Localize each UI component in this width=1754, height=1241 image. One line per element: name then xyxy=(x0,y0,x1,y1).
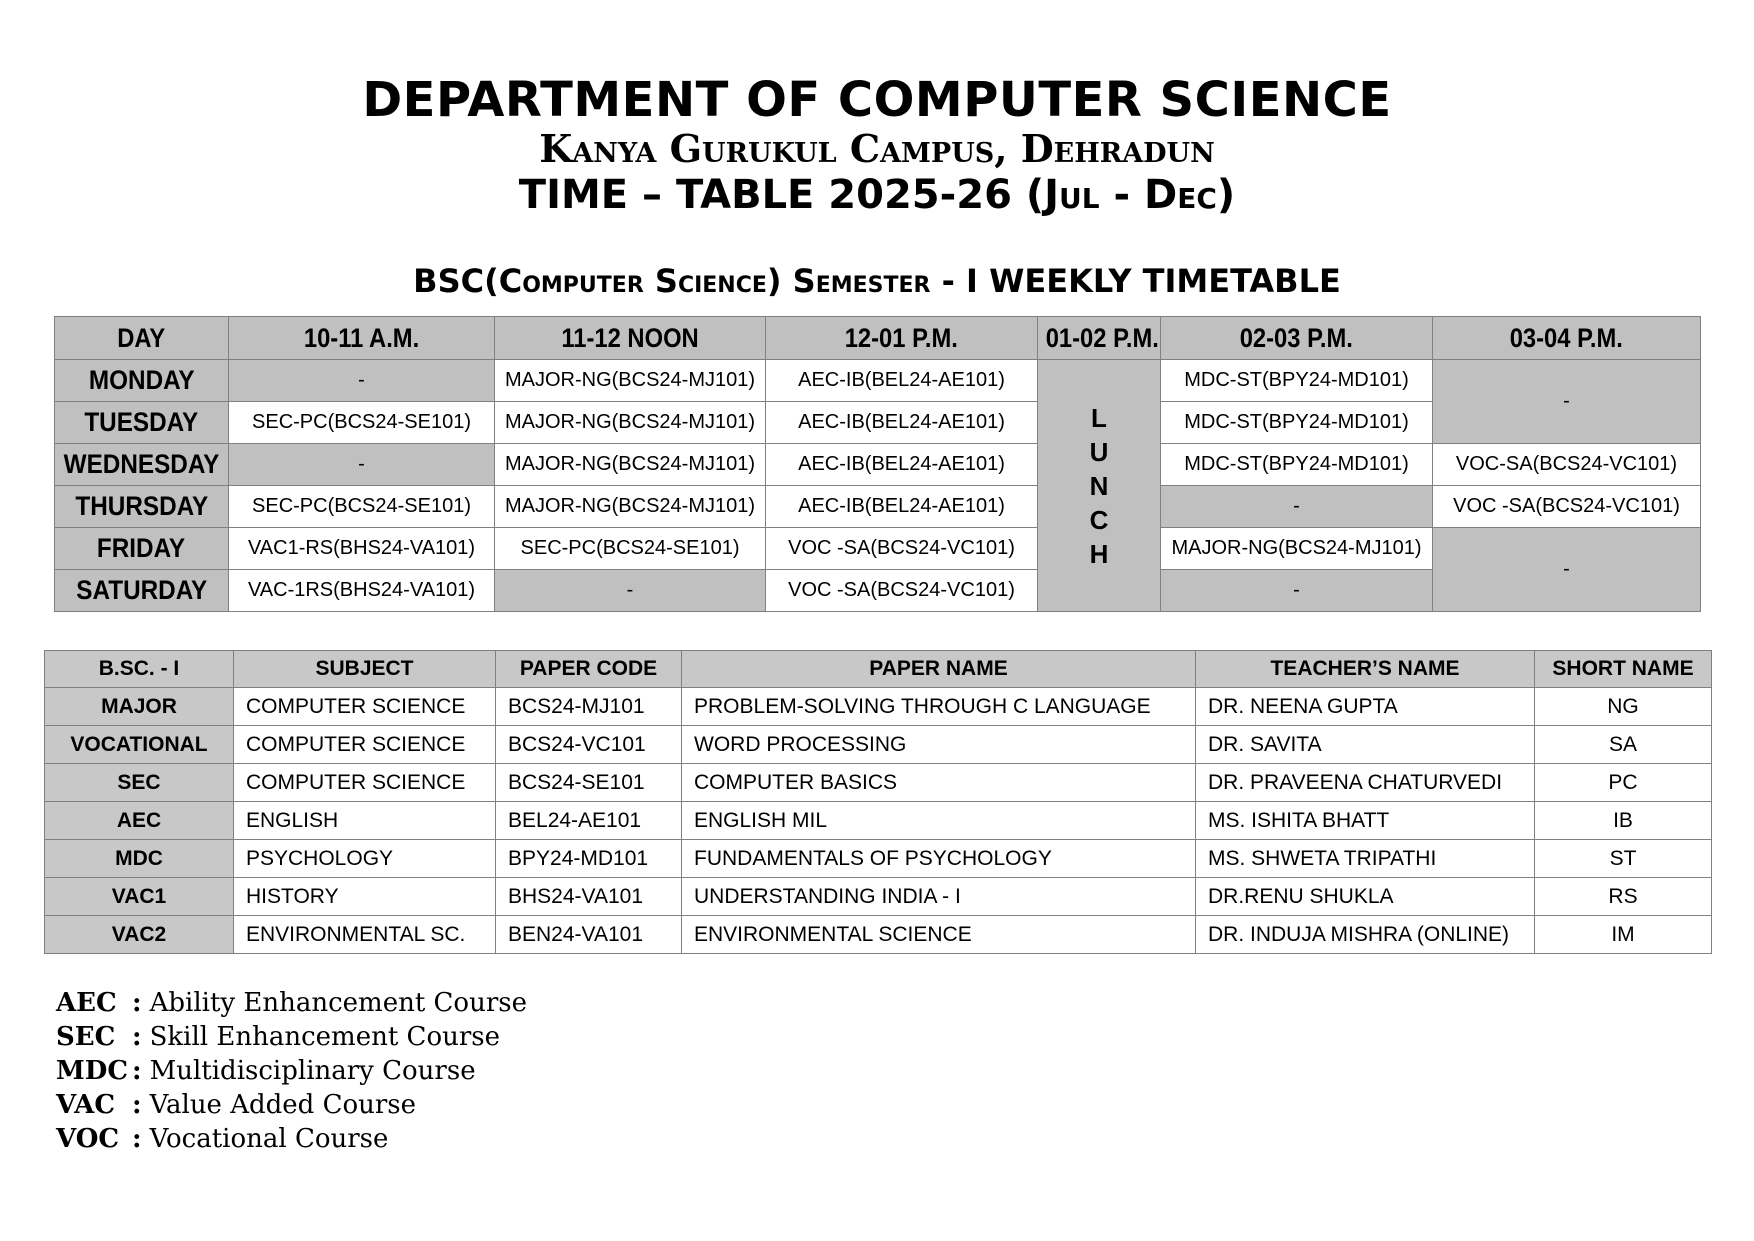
timetable-cell: VAC1-RS(BHS24-VA101) xyxy=(229,528,495,570)
legend-item xyxy=(56,1054,527,1088)
timetable-cell: - xyxy=(495,570,766,612)
timetable-cell: SEC-PC(BCS24-SE101) xyxy=(495,528,766,570)
legend-colon: : xyxy=(132,1090,142,1120)
legend-abbr: VAC xyxy=(56,1090,116,1120)
course-type: VOCATIONAL xyxy=(45,726,234,764)
legend-text: Ability Enhancement Course xyxy=(149,988,527,1018)
legend-text: Vocational Course xyxy=(149,1124,389,1154)
weekly-row-monday xyxy=(55,360,1701,402)
teacher-name: DR. NEENA GUPTA xyxy=(1196,688,1535,726)
subject: COMPUTER SCIENCE xyxy=(234,764,496,802)
timetable-cell: AEC-IB(BEL24-AE101) xyxy=(766,444,1038,486)
header-slot-2: 11-12 NOON xyxy=(495,317,766,360)
legend-item xyxy=(56,986,527,1020)
paper-code: BHS24-VA101 xyxy=(496,878,682,916)
timetable-cell: MAJOR-NG(BCS24-MJ101) xyxy=(495,402,766,444)
timetable-cell: MAJOR-NG(BCS24-MJ101) xyxy=(1161,528,1433,570)
course-details-table xyxy=(44,650,1712,954)
paper-name: UNDERSTANDING INDIA - I xyxy=(682,878,1196,916)
paper-code: BCS24-VC101 xyxy=(496,726,682,764)
header-slot-5: 02-03 P.M. xyxy=(1161,317,1433,360)
legend-abbr: AEC xyxy=(56,988,117,1018)
subject: HISTORY xyxy=(234,878,496,916)
subject: COMPUTER SCIENCE xyxy=(234,688,496,726)
header-paper-name: PAPER NAME xyxy=(682,651,1196,688)
short-name: SA xyxy=(1535,726,1712,764)
legend-item xyxy=(56,1020,527,1054)
teacher-name: DR. PRAVEENA CHATURVEDI xyxy=(1196,764,1535,802)
short-name: NG xyxy=(1535,688,1712,726)
legend-item xyxy=(56,1088,527,1122)
timetable-cell: - xyxy=(1433,360,1701,444)
timetable-cell: VOC -SA(BCS24-VC101) xyxy=(1433,486,1701,528)
legend-abbr: MDC xyxy=(56,1056,129,1086)
timetable-cell: VOC -SA(BCS24-VC101) xyxy=(766,528,1038,570)
timetable-cell: AEC-IB(BEL24-AE101) xyxy=(766,360,1038,402)
legend-colon: : xyxy=(132,988,142,1018)
paper-name: FUNDAMENTALS OF PSYCHOLOGY xyxy=(682,840,1196,878)
subject: ENGLISH xyxy=(234,802,496,840)
paper-name: ENVIRONMENTAL SCIENCE xyxy=(682,916,1196,954)
subject: PSYCHOLOGY xyxy=(234,840,496,878)
paper-code: BEL24-AE101 xyxy=(496,802,682,840)
timetable-cell: MDC-ST(BPY24-MD101) xyxy=(1161,360,1433,402)
paper-code: BEN24-VA101 xyxy=(496,916,682,954)
table-row xyxy=(45,726,1712,764)
timetable-cell: VOC -SA(BCS24-VC101) xyxy=(766,570,1038,612)
short-name: IB xyxy=(1535,802,1712,840)
lunch-letter: H xyxy=(1089,538,1109,569)
timetable-cell: MAJOR-NG(BCS24-MJ101) xyxy=(495,360,766,402)
day-label: WEDNESDAY xyxy=(55,444,229,486)
timetable-cell: SEC-PC(BCS24-SE101) xyxy=(229,402,495,444)
header-subject: SUBJECT xyxy=(234,651,496,688)
timetable-cell: MAJOR-NG(BCS24-MJ101) xyxy=(495,444,766,486)
teacher-name: MS. SHWETA TRIPATHI xyxy=(1196,840,1535,878)
timetable-cell: - xyxy=(1161,570,1433,612)
teacher-name: DR.RENU SHUKLA xyxy=(1196,878,1535,916)
table-row xyxy=(45,878,1712,916)
legend-item xyxy=(56,1122,527,1156)
header-short-name: SHORT NAME xyxy=(1535,651,1712,688)
timetable-cell: MDC-ST(BPY24-MD101) xyxy=(1161,402,1433,444)
paper-code: BCS24-SE101 xyxy=(496,764,682,802)
timetable-cell: - xyxy=(229,360,495,402)
teacher-name: DR. SAVITA xyxy=(1196,726,1535,764)
campus-subtitle: Kanya Gurukul Campus, Dehradun xyxy=(539,126,1215,171)
day-label: THURSDAY xyxy=(55,486,229,528)
short-name: IM xyxy=(1535,916,1712,954)
course-type: SEC xyxy=(45,764,234,802)
abbreviation-legend xyxy=(56,986,527,1156)
paper-name: PROBLEM-SOLVING THROUGH C LANGUAGE xyxy=(682,688,1196,726)
weekly-row-wednesday xyxy=(55,444,1701,486)
timetable-cell: - xyxy=(1161,486,1433,528)
timetable-cell: MAJOR-NG(BCS24-MJ101) xyxy=(495,486,766,528)
legend-colon: : xyxy=(132,1124,142,1154)
short-name: ST xyxy=(1535,840,1712,878)
weekly-row-friday xyxy=(55,528,1701,570)
timetable-cell: - xyxy=(1433,528,1701,612)
paper-code: BCS24-MJ101 xyxy=(496,688,682,726)
day-label: FRIDAY xyxy=(55,528,229,570)
header-slot-3: 12-01 P.M. xyxy=(766,317,1038,360)
legend-colon: : xyxy=(132,1056,142,1086)
lunch-break-cell xyxy=(1038,360,1161,612)
header-teacher-name: TEACHER’S NAME xyxy=(1196,651,1535,688)
legend-abbr: SEC xyxy=(56,1022,116,1052)
timetable-cell: VOC-SA(BCS24-VC101) xyxy=(1433,444,1701,486)
header-paper-code: PAPER CODE xyxy=(496,651,682,688)
header-slot-4: 01-02 P.M. xyxy=(1038,317,1161,360)
paper-name: WORD PROCESSING xyxy=(682,726,1196,764)
timetable-cell: VAC-1RS(BHS24-VA101) xyxy=(229,570,495,612)
weekly-timetable-heading: BSC(Computer Science) Semester - I WEEKLY TIMETABLE xyxy=(413,262,1341,300)
legend-text: Value Added Course xyxy=(149,1090,417,1120)
table-row xyxy=(45,802,1712,840)
timetable-cell: MDC-ST(BPY24-MD101) xyxy=(1161,444,1433,486)
header-day: DAY xyxy=(55,317,229,360)
short-name: RS xyxy=(1535,878,1712,916)
paper-code: BPY24-MD101 xyxy=(496,840,682,878)
teacher-name: MS. ISHITA BHATT xyxy=(1196,802,1535,840)
header-slot-1: 10-11 A.M. xyxy=(229,317,495,360)
paper-name: COMPUTER BASICS xyxy=(682,764,1196,802)
timetable-cell: AEC-IB(BEL24-AE101) xyxy=(766,486,1038,528)
department-title: DEPARTMENT OF COMPUTER SCIENCE xyxy=(362,72,1392,128)
course-type: MAJOR xyxy=(45,688,234,726)
header-course-type: B.SC. - I xyxy=(45,651,234,688)
weekly-timetable xyxy=(54,316,1701,612)
table-row xyxy=(45,916,1712,954)
course-type: MDC xyxy=(45,840,234,878)
course-header-row xyxy=(45,651,1712,688)
course-type: VAC1 xyxy=(45,878,234,916)
lunch-letter: N xyxy=(1089,470,1109,501)
table-row xyxy=(45,840,1712,878)
weekly-row-thursday xyxy=(55,486,1701,528)
paper-name: ENGLISH MIL xyxy=(682,802,1196,840)
day-label: MONDAY xyxy=(55,360,229,402)
course-type: VAC2 xyxy=(45,916,234,954)
day-label: SATURDAY xyxy=(55,570,229,612)
teacher-name: DR. INDUJA MISHRA (ONLINE) xyxy=(1196,916,1535,954)
weekly-header-row xyxy=(55,317,1701,360)
lunch-letter: L xyxy=(1091,402,1107,433)
legend-text: Multidisciplinary Course xyxy=(149,1056,476,1086)
timetable-cell: - xyxy=(229,444,495,486)
legend-text: Skill Enhancement Course xyxy=(149,1022,500,1052)
timetable-cell: SEC-PC(BCS24-SE101) xyxy=(229,486,495,528)
lunch-letter: U xyxy=(1089,436,1109,467)
timetable-cell: AEC-IB(BEL24-AE101) xyxy=(766,402,1038,444)
header-slot-6: 03-04 P.M. xyxy=(1433,317,1701,360)
day-label: TUESDAY xyxy=(55,402,229,444)
table-row xyxy=(45,688,1712,726)
course-type: AEC xyxy=(45,802,234,840)
lunch-letter: C xyxy=(1089,504,1109,535)
subject: COMPUTER SCIENCE xyxy=(234,726,496,764)
legend-abbr: VOC xyxy=(56,1124,120,1154)
table-row xyxy=(45,764,1712,802)
legend-colon: : xyxy=(132,1022,142,1052)
subject: ENVIRONMENTAL SC. xyxy=(234,916,496,954)
timetable-title: TIME – TABLE 2025-26 (Jul - Dec) xyxy=(518,172,1236,218)
short-name: PC xyxy=(1535,764,1712,802)
